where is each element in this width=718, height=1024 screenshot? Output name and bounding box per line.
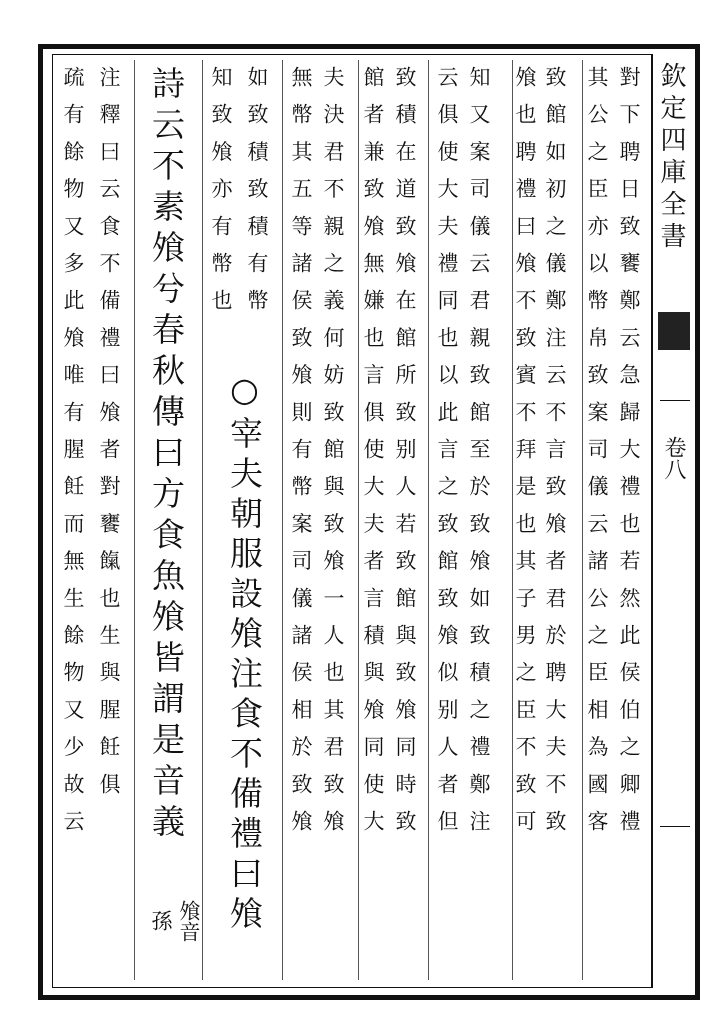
- col-sep-6: [202, 60, 203, 980]
- col-sep-5: [282, 60, 283, 980]
- text-column-4: 飧也聘禮曰飧不致賓不拜是也其子男之臣不致可: [513, 66, 537, 848]
- text-column-3: 致館如初之儀鄭注云不言致飧者君於聘大夫不致: [543, 66, 567, 848]
- text-column-16: 疏有餘物又多此飧唯有腥飪而無生餘物又少故云: [61, 66, 85, 848]
- yinyi-note-2: 孫: [149, 910, 173, 931]
- text-column-2: 其公之臣亦以幣帛致案司儀云諸公之臣相為國客: [585, 66, 609, 848]
- margin-title: 欽定四庫全書: [656, 62, 686, 254]
- col-sep-1: [582, 60, 583, 980]
- text-column-10: 無幣其五等諸侯致飧則有幣案司儀諸侯相於致飧: [289, 66, 313, 848]
- col-sep-7: [134, 60, 135, 980]
- text-column-6: 云俱使大夫禮同也以此言之致館致飧似别人者但: [435, 66, 459, 848]
- text-column-14: 詩云不素飧兮春秋傳曰方食魚飧皆謂是音義: [147, 66, 186, 845]
- text-column-8: 館者兼致飧無嫌也言俱使大夫者言積與飧同使大: [361, 66, 385, 848]
- text-column-11: 如致積致積有幣: [245, 66, 269, 327]
- text-column-1: 對下聘日致饔鄭云急歸大禮也若然此侯伯之卿禮: [617, 66, 641, 848]
- margin-rule-top: [660, 400, 690, 401]
- yinyi-note-1: 飧音: [177, 900, 201, 942]
- text-column-5: 知又案司儀云君親致館至於致飧如致積之禮鄭注: [467, 66, 491, 848]
- fishtail-mark: [658, 312, 690, 350]
- text-column-13-main: ○宰夫朝服設飧注食不備禮曰飧: [225, 370, 264, 936]
- margin-rule-bottom: [660, 826, 690, 827]
- text-column-12: 知致飧亦有幣也: [209, 66, 233, 327]
- text-column-7: 致積在道致飧在館所致别人若致館與致飧同時致: [393, 66, 417, 848]
- margin-juan: 卷八: [661, 436, 686, 480]
- col-sep-4: [358, 60, 359, 980]
- text-column-9: 夫決君不親之義何妨致館與致飧一人也其君致飧: [321, 66, 345, 848]
- text-column-15: 注釋曰云食不備禮曰飧者對饔餼也生與腥飪俱: [97, 66, 121, 810]
- col-sep-3: [428, 60, 429, 980]
